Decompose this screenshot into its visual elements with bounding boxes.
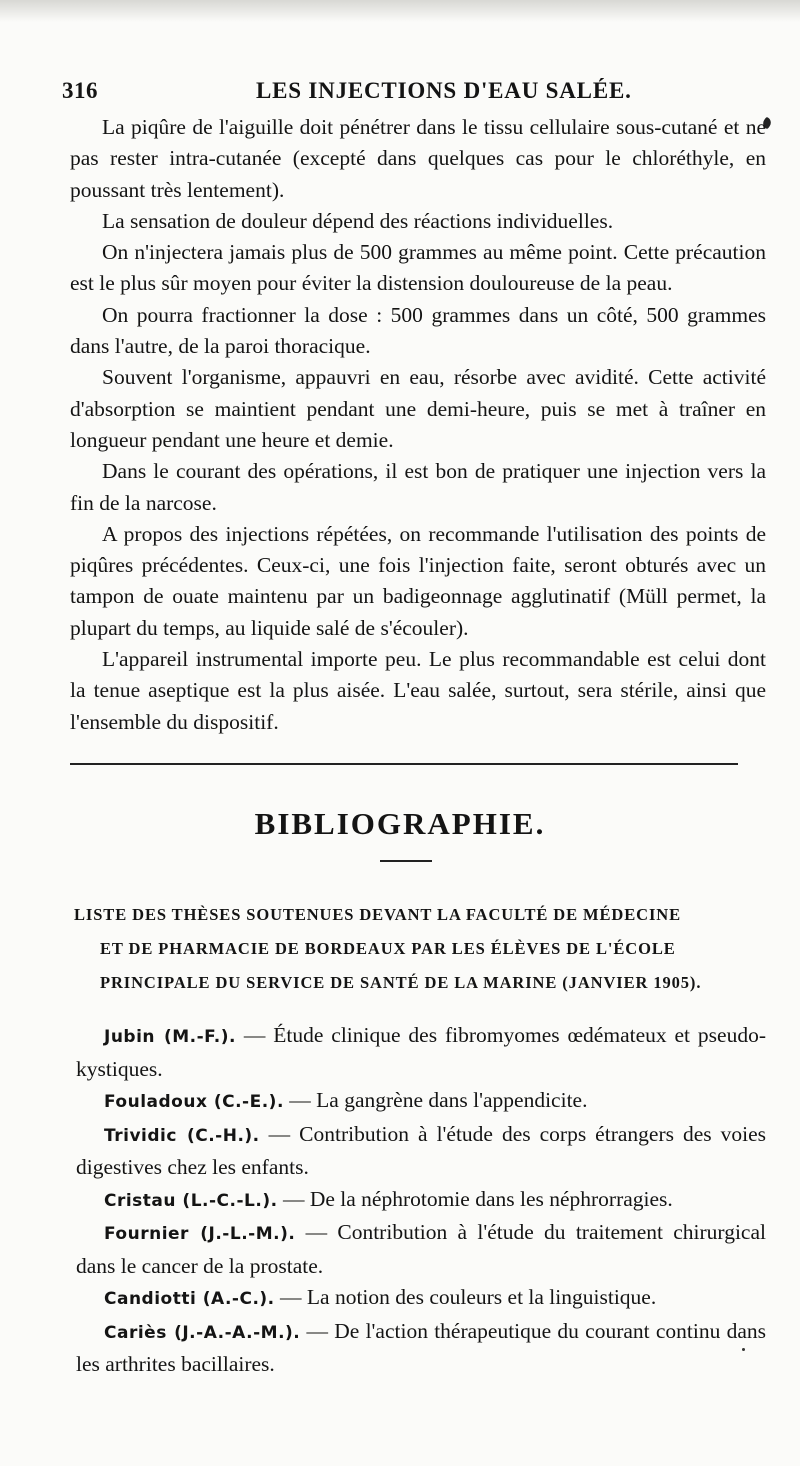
entry-title: — La notion des couleurs et la linguistique.: [280, 1285, 657, 1309]
entry-title: — De la néphrotomie dans les néphrorragies.: [282, 1186, 673, 1211]
theses-heading-line: ET DE PHARMACIE DE BORDEAUX PAR LES ÉLÈVES DE L'ÉCOLE: [100, 939, 676, 958]
scan-edge-shadow: [0, 0, 800, 22]
entry-author: Trividic (C.-H.).: [104, 1125, 260, 1146]
list-item: [76, 1085, 766, 1119]
running-header: [62, 78, 752, 108]
list-item: [76, 1020, 766, 1085]
entry-author: Fournier (J.-L.-M.).: [104, 1224, 296, 1244]
paragraph: Souvent l'organisme, appauvri en eau, résorbe avec avidité. Cette activité d'absorption se maintient pendant une demi-heure, puis se met à traîner en longueur pendant une heure et demie.: [70, 365, 766, 452]
list-item: [76, 1119, 766, 1184]
theses-list: [76, 1020, 766, 1381]
list-item: [76, 1217, 766, 1282]
bibliography-heading: BIBLIOGRAPHIE.: [254, 806, 546, 841]
list-item: [76, 1184, 766, 1218]
entry-title: — Contribution à l'étude des corps étrangers des voies digestives chez les enfants.: [76, 1121, 767, 1179]
entry-author: Fouladoux (C.-E.).: [104, 1092, 284, 1112]
theses-list-heading: [74, 898, 764, 1000]
paragraph: On pourra fractionner la dose : 500 grammes dans un côté, 500 grammes dans l'autre, de la paroi thoracique.: [70, 302, 766, 359]
paragraph: A propos des injections répétées, on recommande l'utilisation des points de piqûres précédentes. Ceux-ci, une fois l'injection faite, seront obturés avec un tampon de ouate maintenu par un badigeonnage agglutinatif (Müll permet, la plupart du temps, au liquide salé de s'écouler).: [70, 521, 766, 640]
ink-dot: [742, 1348, 745, 1351]
theses-heading-line: PRINCIPALE DU SERVICE DE SANTÉ DE LA MARINE (JANVIER 1905).: [100, 973, 702, 992]
paragraph: On n'injectera jamais plus de 500 grammes au même point. Cette précaution est le plus sûr moyen pour éviter la distension douloureuse de la peau.: [70, 240, 766, 296]
paragraph: La sensation de douleur dépend des réactions individuelles.: [102, 208, 614, 233]
running-title: LES INJECTIONS D'EAU SALÉE.: [256, 78, 632, 103]
entry-title: — Contribution à l'étude du traitement chirurgical dans le cancer de la prostate.: [76, 1220, 766, 1278]
entry-author: Candiotti (A.-C.).: [104, 1289, 275, 1309]
page-number: 316: [62, 78, 98, 103]
paragraph: La piqûre de l'aiguille doit pénétrer dans le tissu cellulaire sous-cutané et ne pas rester intra-cutanée (excepté dans quelques cas pour le chloréthyle, en poussant très lentement).: [70, 115, 766, 202]
section-divider: [70, 763, 738, 765]
paragraph: Dans le courant des opérations, il est bon de pratiquer une injection vers la fin de la narcose.: [70, 459, 766, 515]
entry-title: — De l'action thérapeutique du courant continu dans les arthrites bacillaires.: [76, 1318, 767, 1376]
entry-title: — Étude clinique des fibromyomes œdémateux et pseudo-kystiques.: [76, 1023, 766, 1081]
body-text: [70, 112, 766, 738]
entry-title: — La gangrène dans l'appendicite.: [289, 1088, 588, 1112]
entry-author: Cristau (L.-C.-L.).: [104, 1190, 278, 1211]
theses-heading-line: LISTE DES THÈSES SOUTENUES DEVANT LA FACULTÉ DE MÉDECINE: [74, 905, 682, 924]
list-item: [76, 1316, 766, 1381]
entry-author: Cariès (J.-A.-A.-M.).: [104, 1322, 301, 1343]
paragraph: L'appareil instrumental importe peu. Le plus recommandable est celui dont la tenue aseptique est la plus aisée. L'eau salée, surtout, sera stérile, ainsi que l'ensemble du dispositif.: [70, 647, 766, 734]
heading-rule: [380, 860, 432, 862]
entry-author: Jubin (M.-F.).: [104, 1027, 236, 1047]
list-item: [76, 1282, 766, 1316]
